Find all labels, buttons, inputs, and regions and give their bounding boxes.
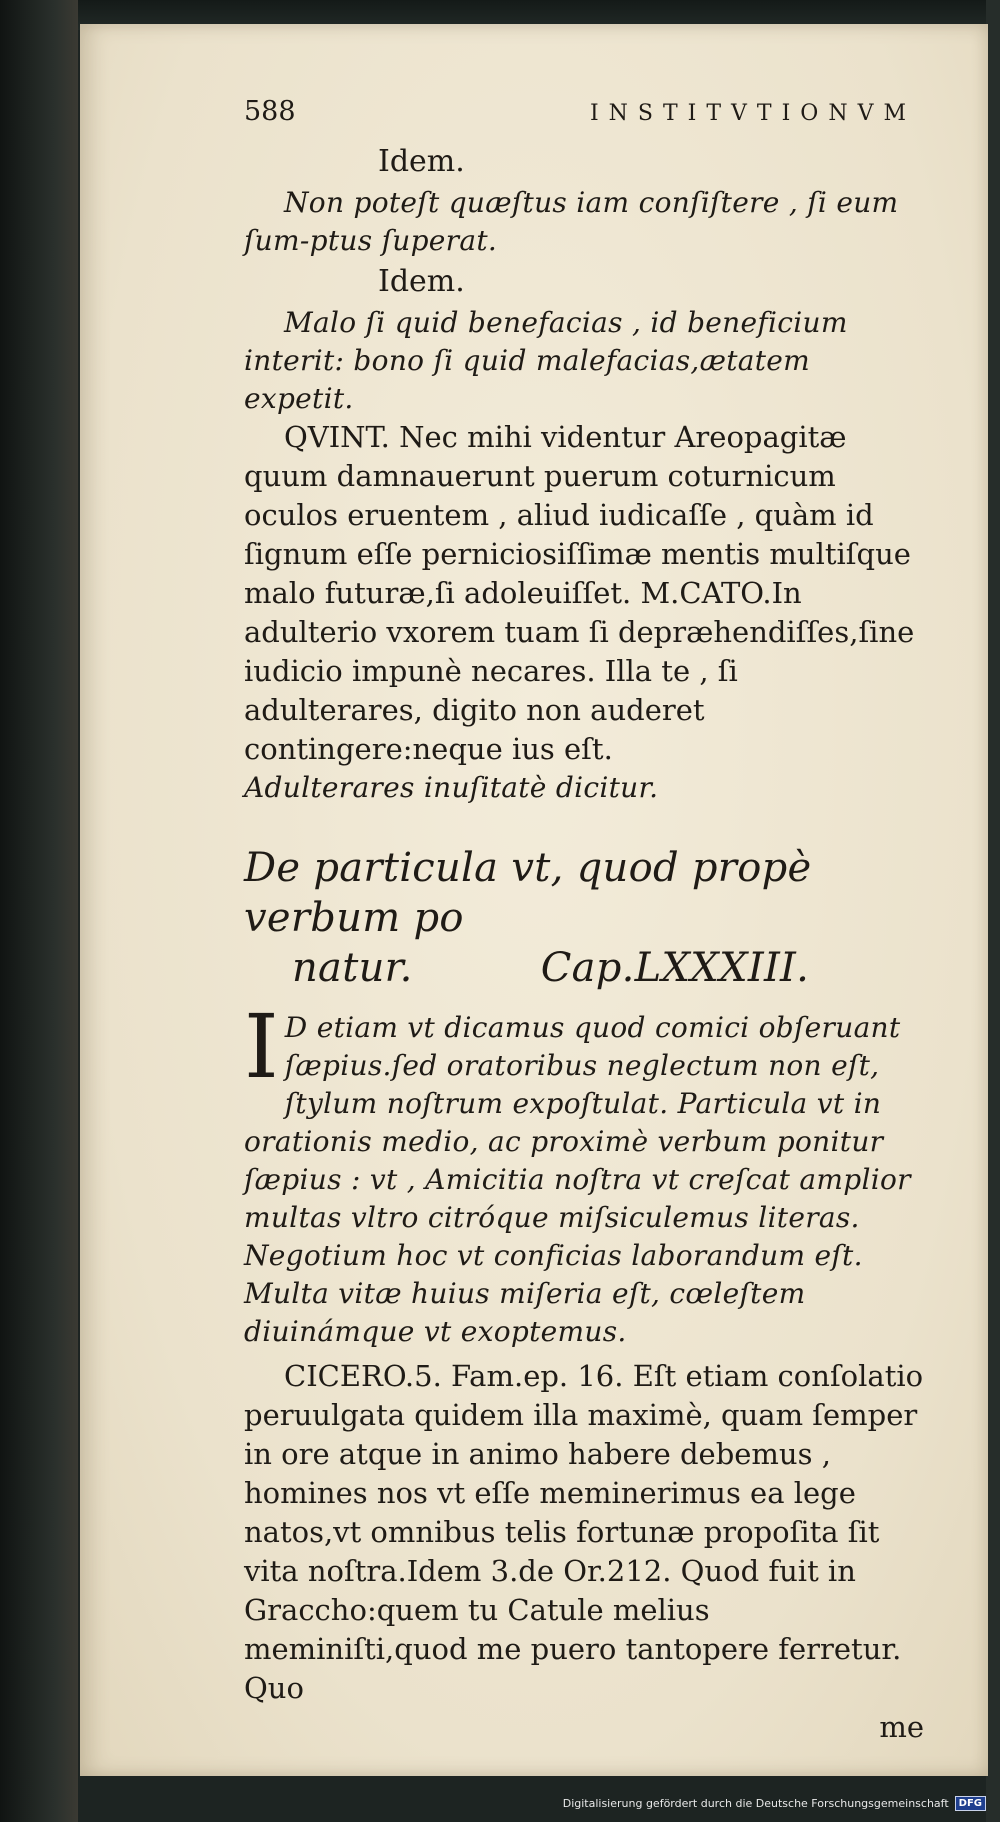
idem-heading-2: Idem. <box>378 264 465 299</box>
chapter-heading-line2 <box>244 943 924 993</box>
paragraph-cato-text: In adulterio vxorem tuam ſi depræhendiſſes,ſine iudicio impunè necares. Illa te , ſi adulterares, digito non auderet contingere:neque ius eſt. <box>244 576 915 766</box>
dfg-logo: DFG <box>955 1796 986 1811</box>
running-title: INSTITVTIONVM <box>589 101 916 126</box>
chapter-number: Cap.LXXXIII. <box>540 945 810 991</box>
idem-heading-1: Idem. <box>378 144 465 179</box>
author-quint: QVINT. <box>284 420 390 454</box>
paragraph-cicero <box>244 1357 924 1708</box>
author-cicero: CICERO. <box>284 1359 415 1393</box>
page-number: 588 <box>244 96 296 127</box>
scan-border-right <box>986 0 1000 1822</box>
footer-credit: Digitalisierung gefördert durch die Deutsche Forschungsgemeinschaft <box>562 1796 949 1810</box>
chapter-body <box>244 995 924 1351</box>
chapter-heading <box>244 843 924 993</box>
catchword: me <box>879 1710 924 1744</box>
quote-2: Malo ſi quid benefacias , id beneficium interit: bono ſi quid malefacias,ætatem expetit. <box>244 306 848 415</box>
page-header <box>244 96 924 140</box>
paragraph-quintilian-text: Nec mihi videntur Areopagitæ quum damnauerunt puerum coturnicum oculos eruentem , aliud iudicaſſe , quàm id ſignum eſſe perniciosiſſimæ mentis multiſque malo futuræ,ſi adoleuiſſet. <box>244 420 911 610</box>
note-adulterares: Adulterares inuſitatè dicitur. <box>244 771 659 804</box>
chapter-heading-natur: natur. <box>292 945 413 991</box>
digitization-footer <box>563 1792 986 1814</box>
paragraph-quintilian <box>244 418 924 769</box>
scan-border-left <box>0 0 78 1822</box>
drop-cap: I <box>244 995 279 1098</box>
paragraph-cicero-text: 5. Fam.ep. 16. Eſt etiam conſolatio peruulgata quidem illa maximè, quam ſemper in ore atque in animo habere debemus , homines nos vt eſſe meminerimus ea lege natos,vt omnibus telis fortunæ propoſita ſit vita noſtra.Idem 3.de Or.212. Quod fuit in Graccho:quem tu Catule melius meminiſti,quod me puero tantopere ferretur. Quo <box>244 1359 924 1705</box>
quote-1: Non poteſt quæſtus iam conſiſtere , ſi eum ſum-ptus ſuperat. <box>244 186 899 257</box>
author-cato: M.CATO. <box>640 576 772 610</box>
chapter-body-text: D etiam vt dicamus quod comici obſeruant ſæpius.ſed oratoribus neglectum non eſt, ſtylum noſtrum expoſtulat. Particula vt in orationis medio, ac proximè verbum ponitur ſæpius : vt , Amicitia noſtra vt creſcat amplior multas vltro citróque miſsiculemus literas. Negotium hoc vt conficias laborandum eſt. Multa vitæ huius miſeria eſt, cœleſtem diuinámque vt exoptemus. <box>244 1011 911 1348</box>
page-text <box>244 96 924 1747</box>
chapter-heading-line1: De particula vt, quod propè verbum po <box>244 845 812 941</box>
